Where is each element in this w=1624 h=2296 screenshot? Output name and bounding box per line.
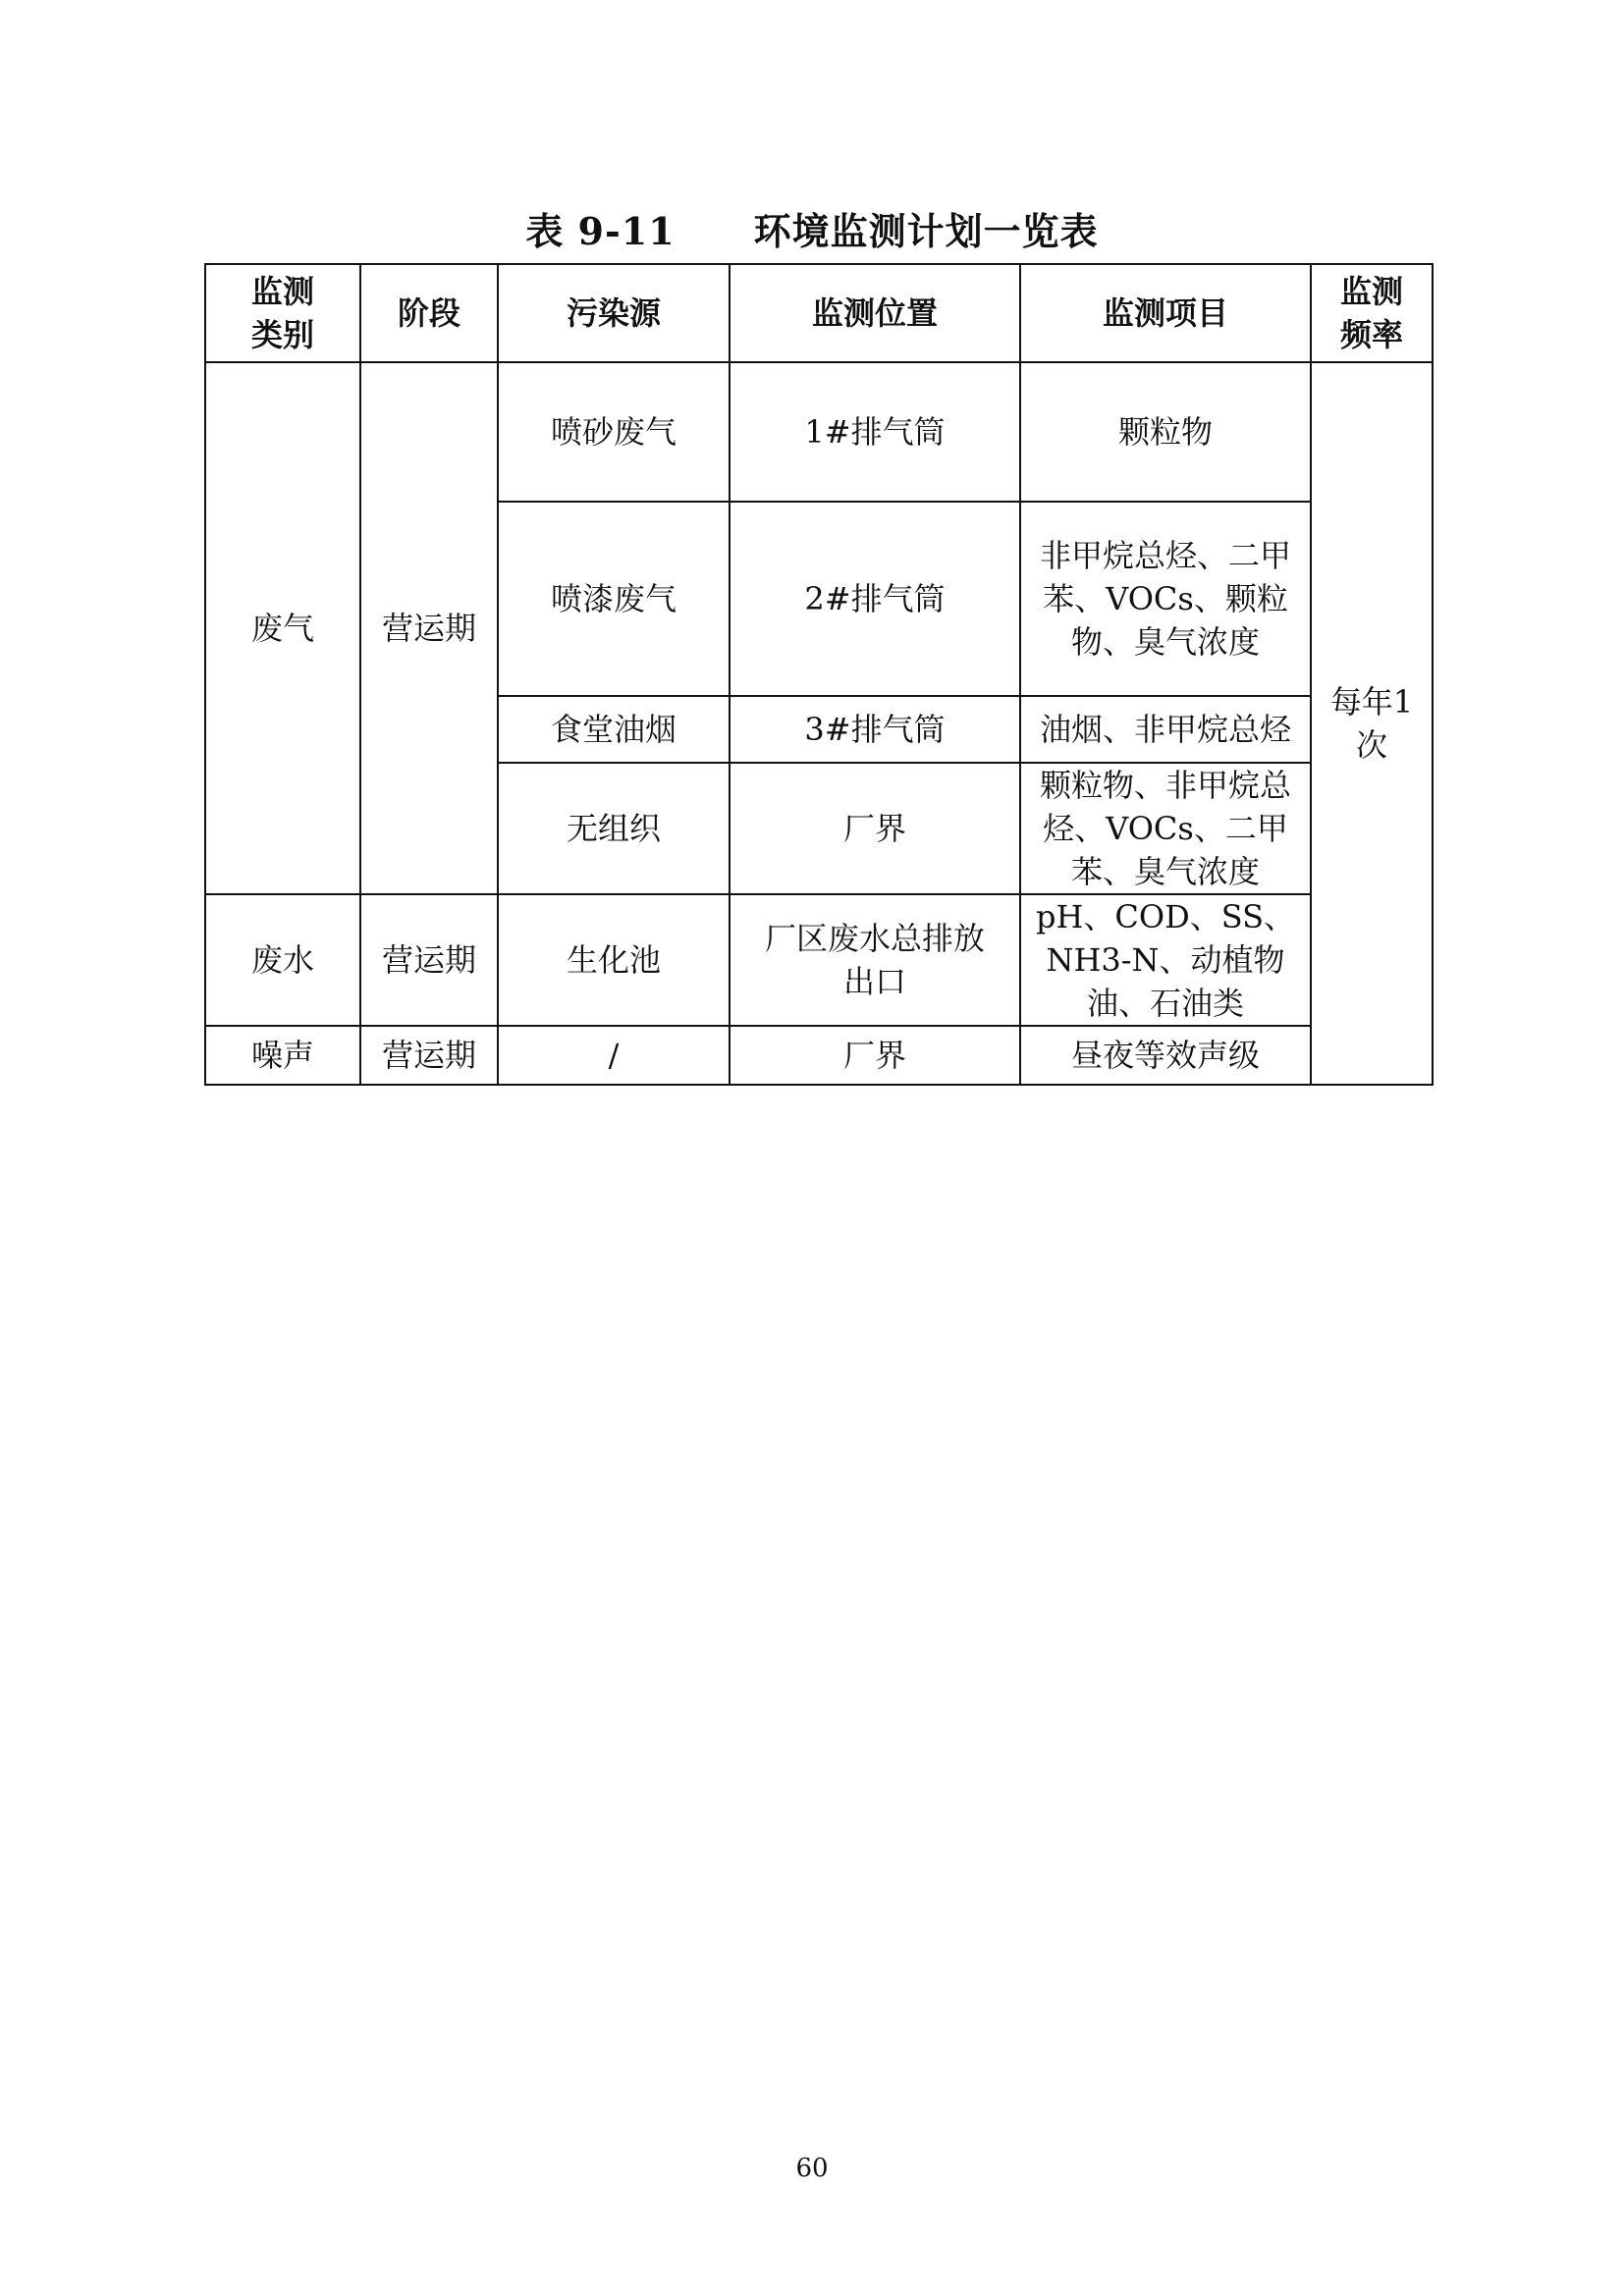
header-location: 监测位置 bbox=[730, 264, 1020, 362]
source-cell: / bbox=[498, 1026, 730, 1085]
items-cell: pH、COD、SS、NH3-N、动植物油、石油类 bbox=[1020, 894, 1311, 1026]
location-cell: 2#排气筒 bbox=[730, 502, 1020, 696]
table-row bbox=[205, 362, 1433, 502]
header-category: 监测 类别 bbox=[205, 264, 360, 362]
location-cell: 1#排气筒 bbox=[730, 362, 1020, 502]
location-cell: 3#排气筒 bbox=[730, 696, 1020, 763]
location-cell: 厂区废水总排放出口 bbox=[730, 894, 1020, 1026]
location-cell: 厂界 bbox=[730, 763, 1020, 894]
source-cell: 无组织 bbox=[498, 763, 730, 894]
stage-cell: 营运期 bbox=[360, 894, 498, 1026]
page-number: 60 bbox=[795, 2154, 829, 2183]
table-number: 表 9-11 bbox=[525, 209, 676, 253]
header-items: 监测项目 bbox=[1020, 264, 1311, 362]
table-row bbox=[205, 894, 1433, 1026]
frequency-cell: 每年1次 bbox=[1311, 362, 1433, 1085]
header-stage: 阶段 bbox=[360, 264, 498, 362]
category-cell: 废水 bbox=[205, 894, 360, 1026]
header-frequency: 监测 频率 bbox=[1311, 264, 1433, 362]
table-row bbox=[205, 1026, 1433, 1085]
table-caption bbox=[0, 206, 1624, 257]
items-cell: 颗粒物 bbox=[1020, 362, 1311, 502]
monitoring-plan-table bbox=[204, 263, 1434, 1086]
source-cell: 喷砂废气 bbox=[498, 362, 730, 502]
table-title: 环境监测计划一览表 bbox=[753, 209, 1099, 253]
source-cell: 食堂油烟 bbox=[498, 696, 730, 763]
items-cell: 昼夜等效声级 bbox=[1020, 1026, 1311, 1085]
header-row bbox=[205, 264, 1433, 362]
stage-cell: 营运期 bbox=[360, 1026, 498, 1085]
source-cell: 喷漆废气 bbox=[498, 502, 730, 696]
stage-cell: 营运期 bbox=[360, 362, 498, 894]
category-cell: 废气 bbox=[205, 362, 360, 894]
location-cell: 厂界 bbox=[730, 1026, 1020, 1085]
items-cell: 油烟、非甲烷总烃 bbox=[1020, 696, 1311, 763]
source-cell: 生化池 bbox=[498, 894, 730, 1026]
header-source: 污染源 bbox=[498, 264, 730, 362]
category-cell: 噪声 bbox=[205, 1026, 360, 1085]
items-cell: 颗粒物、非甲烷总烃、VOCs、二甲苯、臭气浓度 bbox=[1020, 763, 1311, 894]
items-cell: 非甲烷总烃、二甲苯、VOCs、颗粒物、臭气浓度 bbox=[1020, 502, 1311, 696]
